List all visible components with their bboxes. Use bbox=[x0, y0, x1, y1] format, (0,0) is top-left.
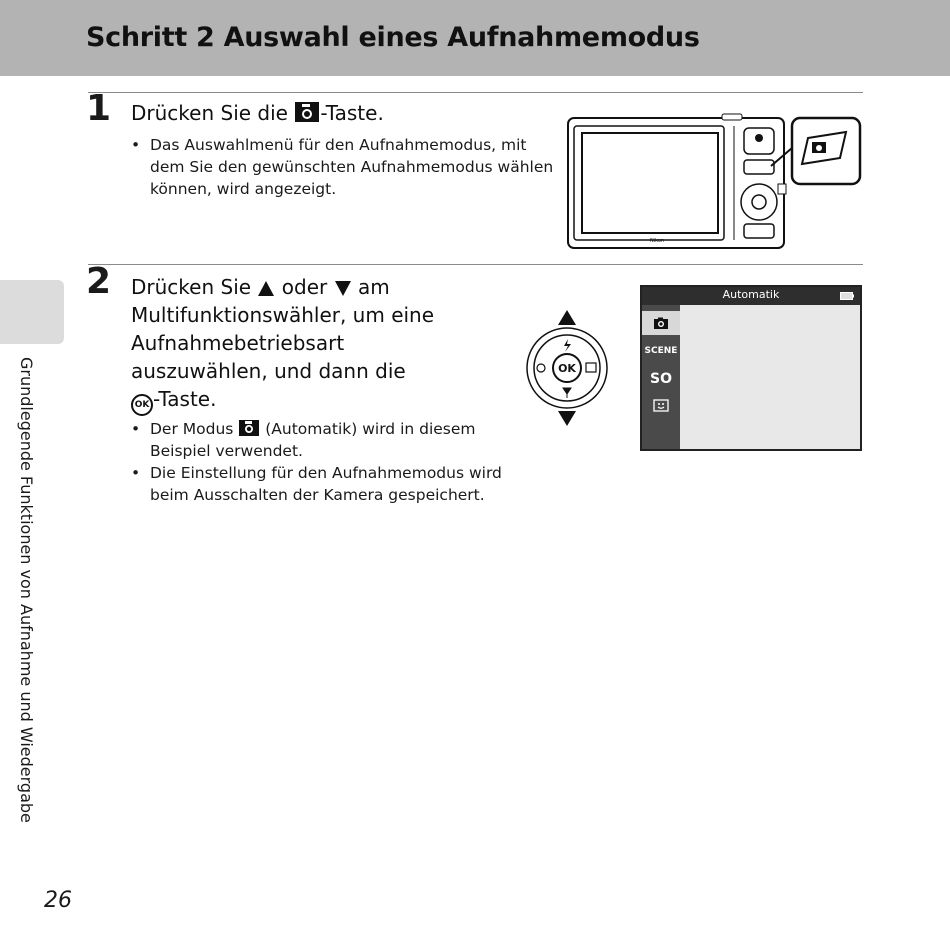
down-arrow-icon bbox=[334, 280, 352, 297]
divider bbox=[88, 92, 863, 93]
step-title-text: Drücken Sie bbox=[131, 275, 252, 299]
down-arrow-icon bbox=[558, 411, 576, 426]
up-arrow-icon bbox=[558, 310, 576, 325]
shooting-mode-screen bbox=[640, 285, 862, 451]
bullet-list bbox=[131, 134, 553, 200]
mode-smart-portrait-item[interactable] bbox=[642, 393, 680, 417]
multiselector-illustration bbox=[524, 308, 610, 428]
bullet-text: Der Modus bbox=[150, 420, 234, 438]
step-title-text: Multifunktionswähler, um eine bbox=[131, 303, 435, 327]
bullet-item bbox=[131, 134, 553, 200]
bullet-item bbox=[131, 462, 502, 506]
bullet-item bbox=[131, 418, 502, 462]
mode-special-item[interactable]: SO bbox=[650, 371, 672, 387]
bullet-text: (Automatik) wird in diesem bbox=[265, 420, 476, 438]
step-title-text: oder bbox=[281, 275, 328, 299]
mode-scene-item[interactable]: SCENE bbox=[644, 346, 678, 356]
step-title-text: -Taste. bbox=[153, 387, 217, 411]
screen-title: Automatik bbox=[722, 288, 780, 301]
camera-icon bbox=[653, 317, 669, 330]
bullet-line: Beispiel verwendet. bbox=[150, 442, 303, 460]
camera-icon bbox=[238, 419, 260, 437]
bullet-line: • Das Auswahlmenü für den Aufnahmemodus, mit bbox=[150, 136, 527, 154]
step-title-text: am bbox=[357, 275, 390, 299]
mode-auto-item[interactable] bbox=[642, 311, 680, 335]
step-number: 1 bbox=[86, 88, 112, 129]
ok-label: OK bbox=[558, 362, 576, 375]
divider bbox=[88, 264, 863, 265]
step-number: 2 bbox=[86, 261, 112, 302]
step-title-text: Aufnahmebetriebsart bbox=[131, 331, 345, 355]
smart-portrait-icon bbox=[653, 399, 669, 412]
up-arrow-icon bbox=[257, 280, 275, 297]
bullet-line: beim Ausschalten der Kamera gespeichert. bbox=[150, 486, 485, 504]
step-title bbox=[131, 99, 384, 127]
camera-back-illustration bbox=[564, 108, 864, 253]
screen-title-bar bbox=[642, 287, 860, 305]
page-title: Schritt 2 Auswahl eines Aufnahmemodus bbox=[86, 22, 700, 53]
bullet-line: dem Sie den gewünschten Aufnahmemodus wählen bbox=[150, 158, 554, 176]
section-tab bbox=[0, 280, 64, 344]
camera-brand: Nikon bbox=[650, 238, 665, 244]
bullet-line: können, wird angezeigt. bbox=[150, 180, 337, 198]
ok-button-icon: OK bbox=[131, 394, 153, 416]
battery-icon bbox=[840, 292, 854, 300]
section-title: Grundlegende Funktionen von Aufnahme und Wiedergabe bbox=[17, 357, 36, 823]
step-title-text: auszuwählen, und dann die bbox=[131, 359, 406, 383]
step-title-text: Drücken Sie die bbox=[131, 101, 288, 125]
page-header bbox=[0, 0, 950, 76]
mode-menu bbox=[642, 305, 680, 449]
step-title-text: -Taste. bbox=[320, 101, 384, 125]
camera-icon bbox=[294, 101, 320, 123]
bullet-line: • Die Einstellung für den Aufnahmemodus wird bbox=[150, 464, 502, 482]
page-number: 26 bbox=[44, 888, 72, 913]
bullet-list bbox=[131, 418, 502, 506]
step-title bbox=[131, 273, 434, 416]
